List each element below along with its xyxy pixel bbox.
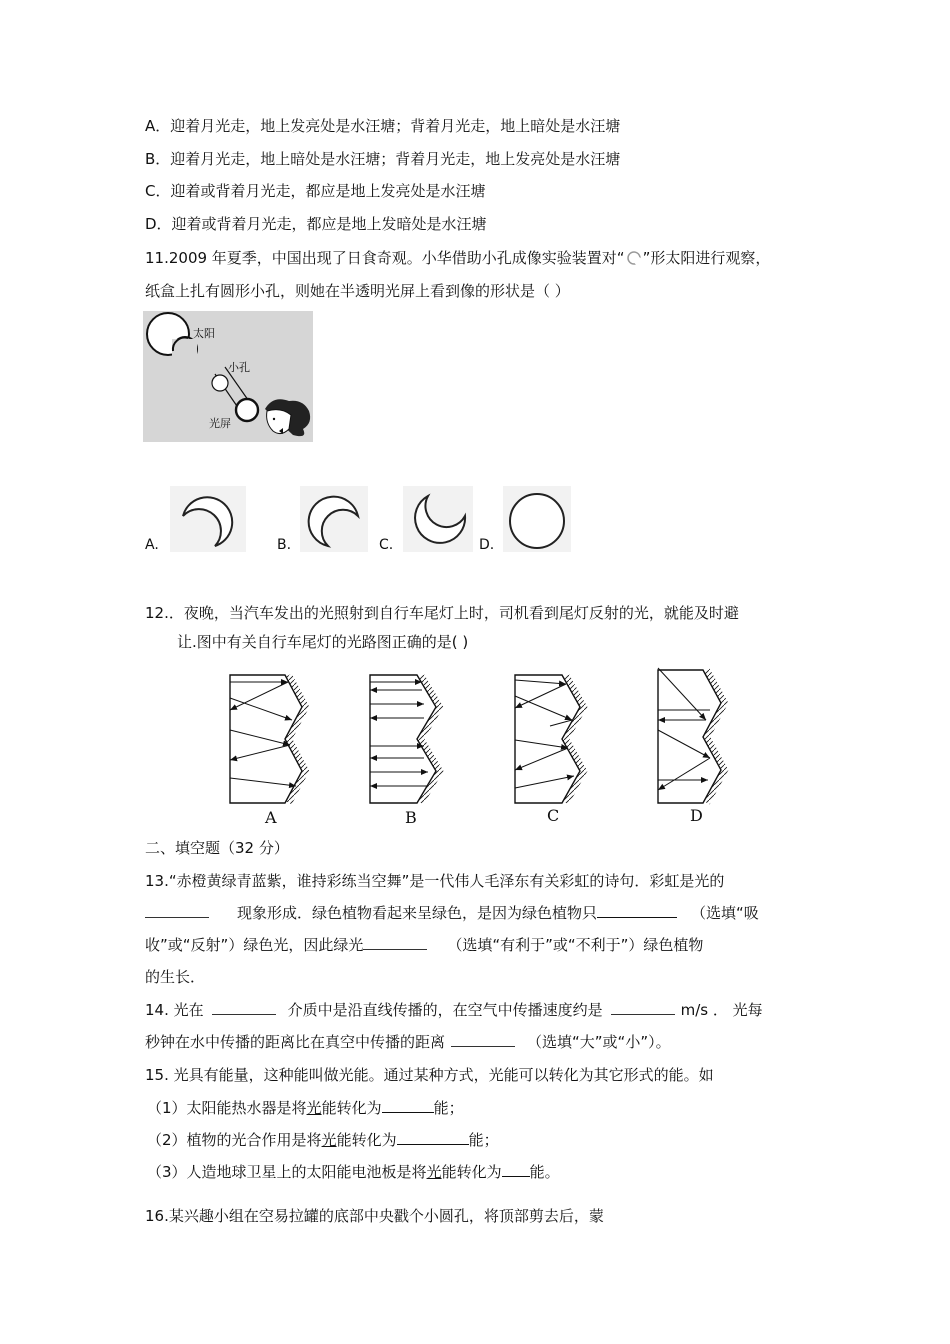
q15-sub2 bbox=[147, 1130, 499, 1150]
bicycle-reflector-diagrams bbox=[210, 660, 750, 815]
q15-sub1-text-a: （1）太阳能热水器是将 bbox=[147, 1099, 307, 1117]
q11-stem-line1 bbox=[145, 248, 770, 268]
q11-stem-part2: ”形太阳进行观察， bbox=[642, 249, 771, 267]
q11-option-c-label: C. bbox=[379, 537, 394, 553]
q14-line1-text-c: m/s ． 光每 bbox=[680, 1001, 763, 1019]
q11-option-c-shape bbox=[403, 486, 473, 552]
q14-blank-2[interactable] bbox=[611, 1000, 675, 1015]
q13-line2-text-a: 现象形成．绿色植物看起来呈绿色，是因为绿色植物只 bbox=[237, 904, 598, 922]
q13-line3-text-a: 收”或“反射”）绿色光，因此绿光 bbox=[145, 936, 364, 954]
q13-line4: 的生长． bbox=[145, 968, 206, 986]
diagram-a-caption: A bbox=[265, 808, 277, 827]
q14-line1-text-a: 14. 光在 bbox=[145, 1001, 204, 1019]
q11-option-b-shape bbox=[300, 486, 368, 552]
q14-blank-3[interactable] bbox=[451, 1032, 515, 1047]
q15-sub2-light: 光 bbox=[321, 1131, 337, 1149]
q14-line1 bbox=[145, 1000, 763, 1020]
q11-option-b-label: B. bbox=[277, 537, 292, 553]
q14-line2 bbox=[145, 1032, 671, 1052]
q15-blank-2[interactable] bbox=[397, 1144, 469, 1145]
q13-line1: 13.“赤橙黄绿青蓝紫，谁持彩练当空舞”是一代伟人毛泽东有关彩虹的诗句．彩虹是光的 bbox=[145, 872, 725, 890]
q10-option-b: B．迎着月光走，地上暗处是水汪塘；背着月光走，地上发亮处是水汪塘 bbox=[145, 150, 621, 168]
diagram-d-caption: D bbox=[690, 806, 703, 825]
q15-sub2-text-d: 能； bbox=[468, 1131, 499, 1149]
q15-sub3-text-c: 能转化为 bbox=[441, 1163, 502, 1181]
q10-option-d: D．迎着或背着月光走，都应是地上发暗处是水汪塘 bbox=[145, 215, 487, 233]
fig-sun-label: 太阳 bbox=[193, 327, 215, 340]
q16-line1: 16.某兴趣小组在空易拉罐的底部中央戳个小圆孔，将顶部剪去后，蒙 bbox=[145, 1207, 604, 1225]
q13-line2 bbox=[145, 903, 759, 923]
q15-sub1-text-c: 能转化为 bbox=[321, 1099, 382, 1117]
q15-sub2-text-c: 能转化为 bbox=[336, 1131, 397, 1149]
q15-sub3-text-d: 能。 bbox=[529, 1163, 560, 1181]
q15-sub1-text-d: 能； bbox=[433, 1099, 464, 1117]
q12-stem-line2: 让.图中有关自行车尾灯的光路图正确的是( ) bbox=[177, 633, 469, 651]
q13-line3-text-b: （选填“有利于”或“不利于”）绿色植物 bbox=[447, 936, 704, 954]
q11-option-d-shape bbox=[503, 486, 571, 552]
q15-sub3-text-a: （3）人造地球卫星上的太阳能电池板是将 bbox=[147, 1163, 427, 1181]
q11-stem-part1: 11.2009 年夏季，中国出现了日食奇观。小华借助小孔成像实验装置对“ bbox=[145, 249, 625, 267]
q15-blank-1[interactable] bbox=[382, 1112, 434, 1113]
q11-option-d-label: D. bbox=[479, 537, 495, 553]
q13-line2-text-b: （选填“吸 bbox=[691, 904, 759, 922]
q15-sub3 bbox=[147, 1162, 560, 1182]
fig-hole-label: 小孔 bbox=[228, 361, 250, 374]
q12-stem-line1: 12.．夜晚，当汽车发出的光照射到自行车尾灯上时，司机看到尾灯反射的光，就能及时避 bbox=[145, 604, 739, 622]
q15-sub3-light: 光 bbox=[426, 1163, 442, 1181]
q10-option-c: C．迎着或背着月光走，都应是地上发亮处是水汪塘 bbox=[145, 182, 486, 200]
eclipse-sun-icon bbox=[625, 251, 643, 265]
q10-option-a: A．迎着月光走，地上发亮处是水汪塘；背着月光走，地上暗处是水汪塘 bbox=[145, 117, 621, 135]
q13-line3 bbox=[145, 935, 703, 955]
q15-blank-3[interactable] bbox=[502, 1176, 530, 1177]
q15-sub1 bbox=[147, 1098, 464, 1118]
diagram-b-caption: B bbox=[405, 808, 417, 827]
q14-line2-text-b: （选填“大”或“小”）。 bbox=[527, 1033, 671, 1051]
reflector-diagram-d bbox=[658, 668, 725, 803]
q13-blank-1[interactable] bbox=[145, 903, 209, 918]
q15-sub2-text-a: （2）植物的光合作用是将 bbox=[147, 1131, 322, 1149]
q14-line2-text-a: 秒钟在水中传播的距离比在真空中传播的距离 bbox=[145, 1033, 446, 1051]
pinhole-experiment-figure bbox=[143, 311, 313, 442]
q14-line1-text-b: 介质中是沿直线传播的，在空气中传播速度约是 bbox=[287, 1001, 603, 1019]
section-heading: 二、填空题（32 分） bbox=[145, 839, 289, 857]
reflector-diagram-b bbox=[370, 675, 440, 803]
q11-stem-line2: 纸盒上扎有圆形小孔，则她在半透明光屏上看到像的形状是（ ） bbox=[145, 282, 570, 300]
q14-blank-1[interactable] bbox=[212, 1000, 276, 1015]
q13-blank-3[interactable] bbox=[363, 935, 427, 950]
q11-option-a-shape bbox=[170, 486, 246, 552]
q15-sub1-light: 光 bbox=[306, 1099, 322, 1117]
reflector-diagram-c bbox=[515, 675, 584, 803]
q15-line1: 15. 光具有能量，这种能叫做光能。通过某种方式，光能可以转化为其它形式的能。如 bbox=[145, 1066, 714, 1084]
reflector-diagram-a bbox=[230, 675, 306, 803]
diagram-c-caption: C bbox=[547, 806, 560, 825]
q13-blank-2[interactable] bbox=[597, 917, 677, 918]
fig-screen-label: 光屏 bbox=[209, 417, 231, 430]
q11-option-a-label: A. bbox=[145, 537, 159, 553]
